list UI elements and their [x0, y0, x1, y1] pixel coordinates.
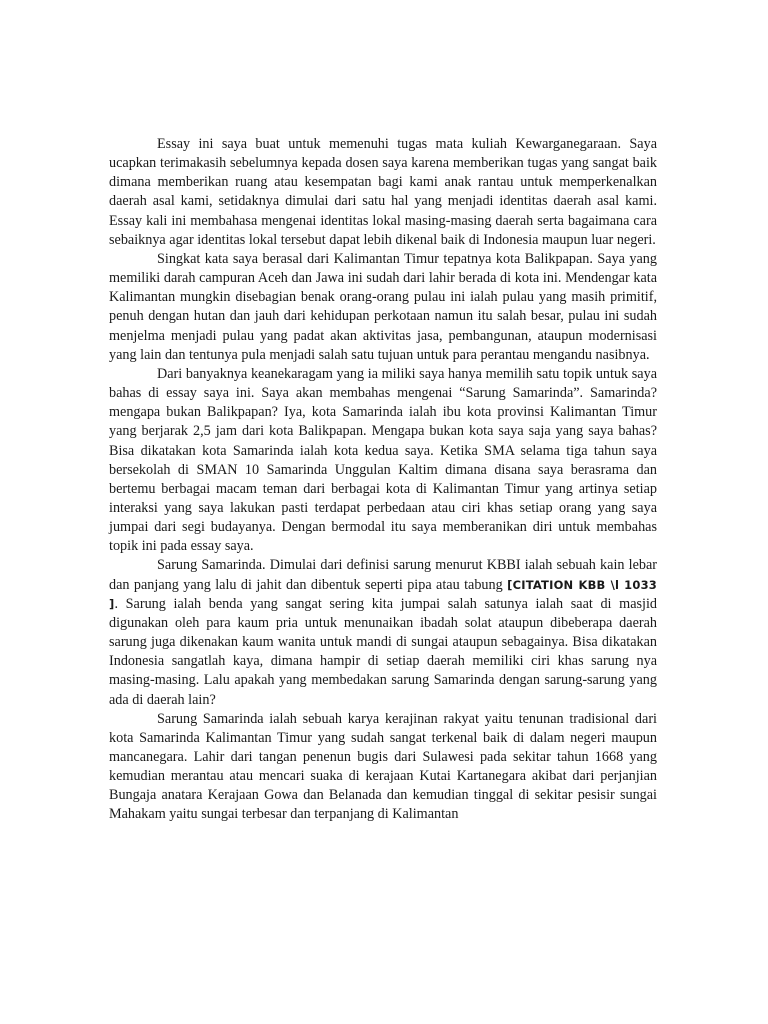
paragraph-definition: [109, 556, 657, 709]
paragraph-definition-text-end: . Sarung ialah benda yang sangat sering kita jumpai salah satunya ialah saat di masjid digunakan oleh para kaum pria untuk menunaikan ibadah solat ataupun dibeberapa daerah sarung juga dikenakan kaum wanita untuk mandi di sungai ataupun sebagainya. Bisa dikatakan Indonesia sangatlah kaya, dimana hampir di setiap daerah memiliki ciri khas sarung nya masing-masing. Lalu apakah yang membedakan sarung Samarinda dengan sarung-sarung yang ada di daerah lain?: [109, 595, 657, 708]
paragraph-definition-text-start: Sarung Samarinda. Dimulai dari definisi sarung menurut KBBI ialah sebuah kain lebar dan panjang yang lalu di jahit dan dibentuk seperti pipa atau tabung: [109, 557, 657, 593]
essay-body: [109, 135, 657, 825]
paragraph-intro: Essay ini saya buat untuk memenuhi tugas mata kuliah Kewarganegaraan. Saya ucapkan terimakasih sebelumnya kepada dosen saya karena memberikan tugas yang sangat baik dimana memberikan ruang atau kesempatan bagi kami anak rantau untuk memperkenalkan daerah asal kami, setidaknya dimulai dari satu hal yang menjadi identitas daerah asal kami. Essay kali ini membahasa mengenai identitas lokal masing-masing daerah serta bagaimana cara sebaiknya agar identitas lokal tersebut dapat lebih dikenal baik di Indonesia maupun luar negeri.: [109, 136, 657, 248]
paragraph-topic: Dari banyaknya keanekaragam yang ia miliki saya hanya memilih satu topik untuk saya bahas di essay saya ini. Saya akan membahas mengenai “Sarung Samarinda”. Samarinda? mengapa bukan Balikpapan? Iya, kota Samarinda ialah ibu kota provinsi Kalimantan Timur yang berjarak 2,5 jam dari kota Balikpapan. Mengapa bukan kota saya saja yang saya bahas? Bisa dikatakan kota Samarinda ialah kota kedua saya. Ketika SMA selama tiga tahun saya bersekolah di SMAN 10 Samarinda Unggulan Kaltim dimana disana saya berasrama dan bertemu berbagai macam teman dari berbagai kota di Kalimantan Timur yang artinya setiap interaksi yang saya lakukan pasti terdapat perbedaan atau ciri khas setiap orang yang saya jumpai dari segi budayanya. Dengan bermodal itu saya memberanikan diri untuk membahas topik ini pada essay saya.: [109, 365, 657, 555]
citation-field: [CITATION KBB \l 1033 ]: [109, 577, 657, 611]
paragraph-origin: Singkat kata saya berasal dari Kalimantan Timur tepatnya kota Balikpapan. Saya yang memiliki darah campuran Aceh dan Jawa ini sudah dari lahir berada di kota ini. Mendengar kata Kalimantan mungkin disebagian benak orang-orang pulau ini ialah pulau yang masih primitif, penuh dengan hutan dan jauh dari kehidupan perkotaan namun itu salah besar, pulau ini sudah menjelma menjadi pulau yang padat akan aktivitas jasa, pembangunan, ataupun modernisasi yang lain dan tentunya pula menjadi salah satu tujuan untuk para perantau mengandu nasibnya.: [109, 250, 657, 363]
paragraph-history: Sarung Samarinda ialah sebuah karya kerajinan rakyat yaitu tenunan tradisional dari kota Samarinda Kalimantan Timur yang sudah sangat terkenal baik di dalam negeri maupun mancanegara. Lahir dari tangan penenun bugis dari Sulawesi pada sekitar tahun 1668 yang kemudian merantau atau mencari suaka di kerajaan Kutai Kartanegara akibat dari perjanjian Bungaja anatara Kerajaan Gowa dan Belanada dan kemudian tinggal di sekitar pesisir sungai Mahakam yaitu sungai terbesar dan terpanjang di Kalimantan: [109, 710, 657, 823]
